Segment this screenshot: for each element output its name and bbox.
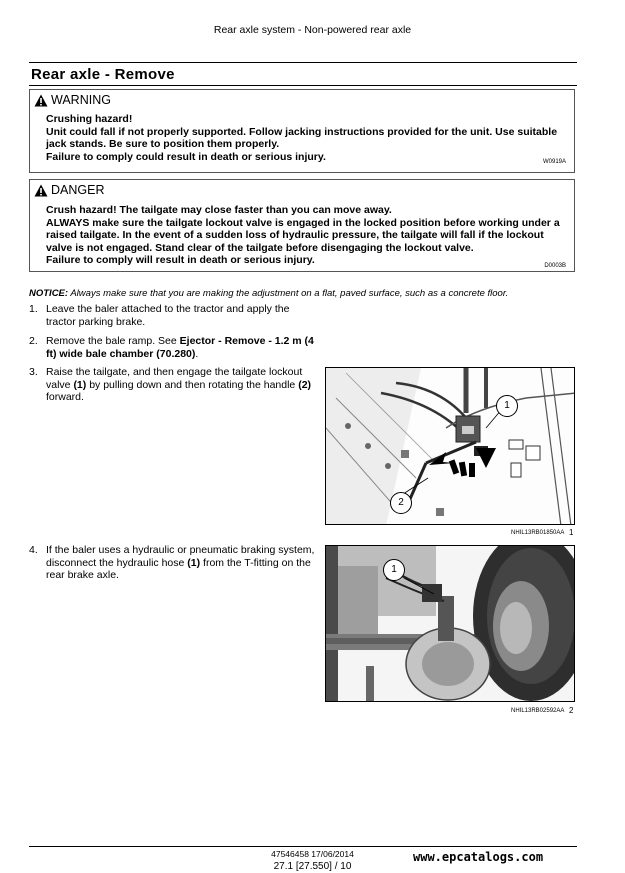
- page-title: Rear axle - Remove: [31, 66, 175, 83]
- figure-2-number: 2: [569, 706, 574, 715]
- step-text-segment: If the baler uses a hydraulic or pneumatic braking system, disconnect the hydraulic hose: [46, 544, 315, 569]
- step-text-segment: .: [195, 347, 199, 360]
- figure-1-image: [325, 367, 575, 525]
- step-text-segment: forward.: [46, 391, 84, 403]
- running-header: Rear axle system - Non-powered rear axle: [213, 24, 412, 36]
- step-text-segment: (2): [298, 378, 312, 391]
- warning-line: Unit could fall if not properly supported. Follow jacking instructions provided for the unit. Use suitable jack stands. Be sure to position them properly.: [46, 125, 558, 150]
- figure-1-number: 1: [569, 528, 574, 537]
- danger-line: Crush hazard! The tailgate may close faster than you can move away.: [46, 204, 392, 216]
- rear-brake-axle-illustration: [326, 546, 575, 702]
- footer-doc-id: 47546458 17/06/2014: [271, 849, 354, 859]
- danger-line: ALWAYS make sure the tailgate lockout valve is engaged in the locked position before working under a raised tailgate. In the event of a sudden loss of hydraulic pressure, the tailgate will fall if the lockout valve is not engaged. Stand clear of the tailgate before disengaging the lockout valve.: [46, 216, 560, 254]
- danger-header: [34, 183, 104, 197]
- footer-rule: [29, 846, 577, 847]
- danger-box: [29, 179, 575, 272]
- danger-body: [46, 204, 560, 267]
- warning-box: [29, 89, 575, 173]
- warning-line: Failure to comply could result in death or serious injury.: [46, 150, 326, 163]
- warning-header: [34, 93, 111, 107]
- step-text-segment: from the T-fitting on the rear brake axle.: [46, 556, 311, 581]
- step-text-segment: Ejector - Remove - 1.2 m (4 ft) wide bale chamber (70.280): [46, 335, 314, 360]
- figure-1-code: NHIL13RB01850AA: [511, 530, 565, 536]
- notice-label: NOTICE:: [29, 288, 69, 299]
- warning-code: W0919A: [542, 159, 566, 165]
- step-text-segment: by pulling down and then rotating the handle: [86, 378, 299, 391]
- step-number: 2.: [29, 335, 38, 347]
- danger-line: Failure to comply will result in death or serious injury.: [46, 254, 315, 266]
- notice-line: [29, 288, 508, 299]
- step-text-segment: Remove the bale ramp. See: [46, 335, 180, 347]
- step-number: 1.: [29, 303, 38, 315]
- step-number: 3.: [29, 366, 38, 378]
- lockout-valve-illustration: [326, 368, 575, 525]
- footer-page-number: 27.1 [27.550] / 10: [273, 861, 352, 872]
- step-text: [46, 366, 316, 404]
- callout-2: 2: [390, 492, 412, 514]
- step-text-segment: (1): [73, 378, 87, 391]
- step-text: [46, 303, 316, 328]
- callout-1: 1: [383, 559, 405, 581]
- step-number: 4.: [29, 544, 38, 556]
- notice-text: Always make sure that you are making the adjustment on a flat, paved surface, such as a concrete floor.: [68, 288, 509, 299]
- watermark: www.epcatalogs.com: [413, 850, 544, 864]
- figure-2-code: NHIL13RB02592AA: [511, 708, 565, 714]
- step-text: [46, 335, 316, 360]
- title-bar: [29, 62, 577, 86]
- danger-heading: DANGER: [51, 183, 105, 197]
- warning-triangle-icon: [34, 184, 48, 197]
- warning-heading: WARNING: [51, 93, 111, 107]
- callout-1: 1: [496, 395, 518, 417]
- step-text-segment: Leave the baler attached to the tractor and apply the tractor parking brake.: [46, 303, 290, 328]
- warning-body: [46, 113, 560, 163]
- danger-code: D0003B: [544, 263, 566, 269]
- step-text-segment: (1): [187, 556, 201, 569]
- warning-line: Crushing hazard!: [46, 113, 133, 125]
- warning-triangle-icon: [34, 94, 48, 107]
- step-text-segment: Raise the tailgate, and then engage the tailgate lockout valve: [46, 366, 303, 391]
- step-text: [46, 544, 316, 582]
- figure-2-image: [325, 545, 575, 702]
